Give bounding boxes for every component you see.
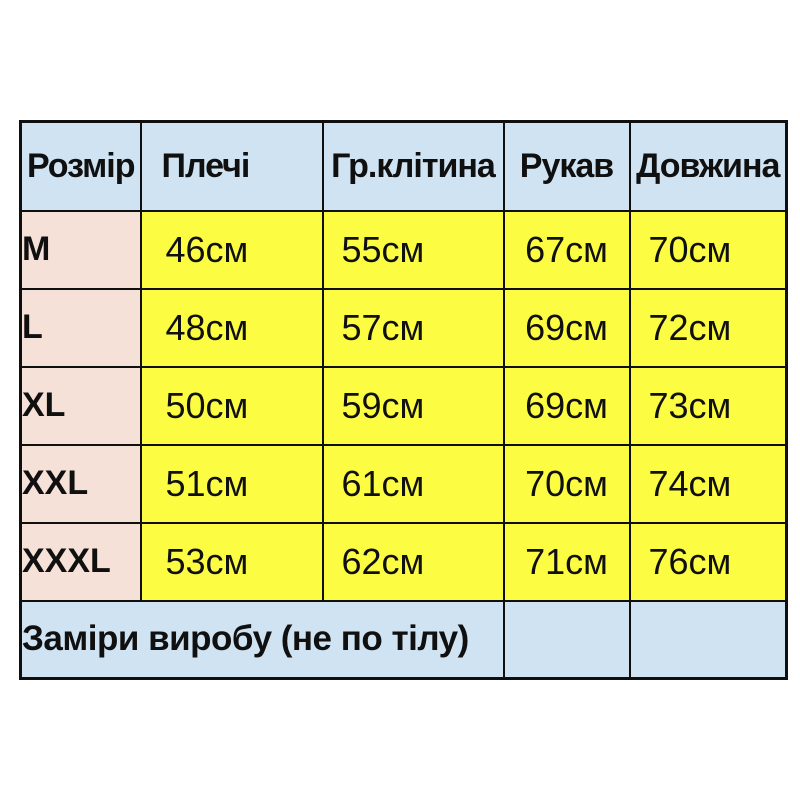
size-cell: XXXL	[21, 523, 141, 601]
table-row-l	[21, 289, 787, 367]
value-cell: 69см	[504, 367, 630, 445]
footer-note: Заміри виробу (не по тілу)	[21, 601, 504, 679]
value-cell: 53см	[141, 523, 323, 601]
column-header-sleeve: Рукав	[504, 122, 630, 211]
column-header-size: Розмір	[21, 122, 141, 211]
column-header-chest: Гр.клітина	[323, 122, 504, 211]
size-chart-table	[19, 120, 788, 680]
footer-row	[21, 601, 787, 679]
value-cell: 59см	[323, 367, 504, 445]
footer-empty-cell	[630, 601, 787, 679]
size-cell: M	[21, 211, 141, 289]
value-cell: 51см	[141, 445, 323, 523]
column-header-shoulders: Плечі	[141, 122, 323, 211]
value-cell: 72см	[630, 289, 787, 367]
size-cell: XL	[21, 367, 141, 445]
value-cell: 71см	[504, 523, 630, 601]
footer-empty-cell	[504, 601, 630, 679]
value-cell: 76см	[630, 523, 787, 601]
value-cell: 73см	[630, 367, 787, 445]
value-cell: 61см	[323, 445, 504, 523]
table-row-xxl	[21, 445, 787, 523]
value-cell: 46см	[141, 211, 323, 289]
size-cell: L	[21, 289, 141, 367]
table-row-xl	[21, 367, 787, 445]
value-cell: 69см	[504, 289, 630, 367]
value-cell: 48см	[141, 289, 323, 367]
value-cell: 74см	[630, 445, 787, 523]
value-cell: 50см	[141, 367, 323, 445]
column-header-length: Довжина	[630, 122, 787, 211]
value-cell: 70см	[630, 211, 787, 289]
value-cell: 55см	[323, 211, 504, 289]
value-cell: 62см	[323, 523, 504, 601]
table-row-m	[21, 211, 787, 289]
table-row-xxxl	[21, 523, 787, 601]
header-row	[21, 122, 787, 211]
value-cell: 70см	[504, 445, 630, 523]
value-cell: 57см	[323, 289, 504, 367]
size-cell: XXL	[21, 445, 141, 523]
value-cell: 67см	[504, 211, 630, 289]
